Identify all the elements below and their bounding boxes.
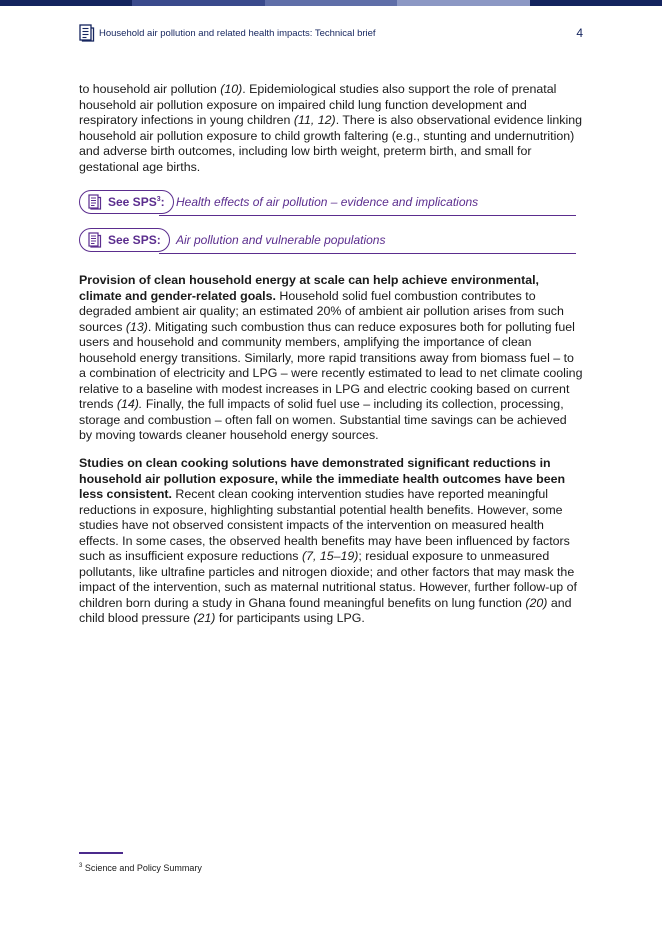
paragraph-clean-energy-goals <box>79 273 583 444</box>
footnote-text: Science and Policy Summary <box>82 863 202 873</box>
text-run: Household solid fuel combustion contributes to degraded ambient air quality; an estimated 20% of ambient air pollution arises from such sources <box>79 288 564 334</box>
document-icon <box>88 194 102 210</box>
text-run: . There is also observational evidence linking household air pollution exposure to child growth faltering (e.g., stunting and undernutrition) and adverse birth outcomes, including low birth weight, preterm birth, and small for gestational age births. <box>79 113 583 174</box>
page-header <box>79 24 583 44</box>
page-number: 4 <box>576 26 583 40</box>
sps-callout-vulnerable-populations[interactable] <box>79 228 576 254</box>
citation-link[interactable]: (20) <box>525 595 548 610</box>
sps-underline <box>159 215 576 216</box>
footnote-marker[interactable]: 3 <box>156 196 161 203</box>
sps-link-health-effects[interactable]: Health effects of air pollution – evidence and implications <box>176 195 479 209</box>
lead-sentence: Provision of clean household energy at scale can help achieve environmental, climate and gender-related goals. <box>79 273 539 303</box>
sps-label: See SPS: <box>108 233 161 247</box>
sps-link-vulnerable-populations[interactable]: Air pollution and vulnerable populations <box>176 233 386 247</box>
document-icon <box>79 24 95 42</box>
text-run: for participants using LPG. <box>215 611 365 625</box>
sps-pill[interactable] <box>79 190 174 214</box>
footnote-marker: 3 <box>79 863 83 869</box>
document-icon <box>88 232 102 248</box>
text-run: to household air pollution <box>79 82 221 96</box>
text-run: . Epidemiological studies also support the role of prenatal household air pollution exposure on impaired child lung function development and respiratory infections in young children <box>79 82 557 127</box>
citation-link[interactable]: (21) <box>193 611 216 625</box>
paragraph-clean-cooking-studies <box>79 456 583 627</box>
sps-label: See SPS$^3$: <box>108 195 165 209</box>
topbar-segment <box>132 0 264 6</box>
text-run: Finally, the full impacts of solid fuel use – including its collection, processing, storage and combustion – often fall on women. Substantial time savings can be achieved by moving towards cleaner household energy sources. <box>79 397 567 442</box>
text-run: Recent clean cooking intervention studies have reported meaningful reductions in exposure, highlighting substantial potential health benefits. However, some studies have not observed consistent impacts of the intervention on measured health effects. In some cases, the observed health benefits may have been influenced by factors such as insufficient exposure reductions <box>79 487 570 563</box>
text-run: . Mitigating such combustion thus can reduce exposures both for polluting fuel users and household and community members, amplifying the importance of clean household energy transitions. Similarly, more rapid transitions away from biomass fuel – to a combination of electricity and LPG – were recently estimated to lead to net climate cooling relative to a baseline with modest increases in LPG and electric cooking based on current trends <box>79 319 583 411</box>
intro-paragraph <box>79 82 583 175</box>
citation-link[interactable]: (13) <box>125 319 148 334</box>
topbar-segment <box>0 0 132 6</box>
sps-pill[interactable] <box>79 228 170 252</box>
citation-link[interactable]: (11, 12) <box>293 113 336 127</box>
citation-link[interactable]: (10) <box>220 82 243 96</box>
citation-link[interactable]: (14). <box>116 397 143 411</box>
text-run: and child blood pressure <box>79 595 572 625</box>
header-title: Household air pollution and related health impacts: Technical brief <box>99 28 376 39</box>
sps-underline <box>159 253 576 254</box>
topbar-segment <box>397 0 529 6</box>
footnote-divider <box>79 852 123 854</box>
topbar-segment <box>265 0 397 6</box>
citation-link[interactable]: (7, 15–19) <box>301 549 359 563</box>
footnote <box>79 863 202 873</box>
sps-callout-health-effects[interactable] <box>79 190 576 216</box>
lead-sentence: Studies on clean cooking solutions have demonstrated significant reductions in household air pollution exposure, while the immediate health outcomes have been less consistent. <box>79 456 566 501</box>
topbar-segment <box>530 0 662 6</box>
text-run: ; residual exposure to unmeasured pollutants, like ultrafine particles and nitrogen dioxide; and other factors that may mask the impact of the intervention, such as maternal nutritional status. However, further follow-up of children born during a study in Ghana found meaningful benefits on lung function <box>79 549 577 610</box>
top-color-bar <box>0 0 662 6</box>
